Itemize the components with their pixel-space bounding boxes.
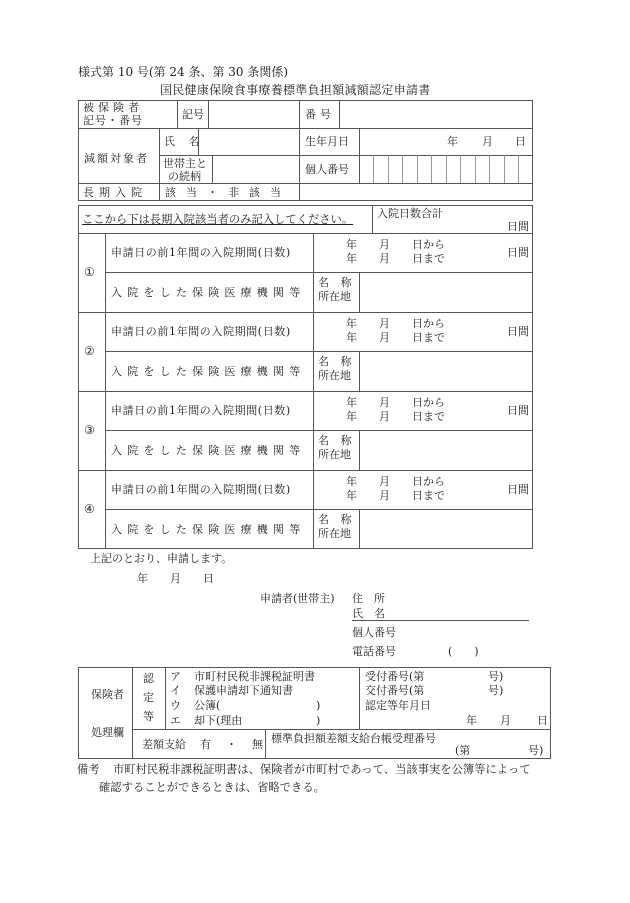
subject-label: 減額対象者 [84, 152, 149, 165]
long-stay-note: ここから下は長期入院該当者のみ記入してください。 [82, 213, 354, 226]
period-days-unit: 日間 [507, 325, 529, 338]
applicant-address-label: 住 所 [352, 592, 385, 605]
option-i-text[interactable]: 保護申請却下通知書 [194, 684, 293, 697]
relation-label: 世帯主と [163, 157, 207, 170]
number-field[interactable] [341, 102, 531, 126]
applicant-name-label: 氏 名 [352, 607, 385, 620]
cert-label-2: 定 [143, 691, 154, 704]
applicant-phone-parens: ( ) [448, 645, 479, 658]
period-to[interactable]: 年 月 日まで [346, 489, 445, 502]
processing-label: 処理欄 [91, 726, 124, 739]
relation-label-2: の続柄 [168, 170, 201, 183]
entry-col-divider [313, 470, 314, 549]
entry-number: ④ [84, 502, 95, 516]
entry-name-divider [359, 430, 360, 470]
period-days-unit: 日間 [507, 246, 529, 259]
relation-field[interactable] [214, 157, 297, 181]
receipt-no-go: 号) [488, 670, 504, 683]
long-stay-options[interactable]: 該当・非該当 [165, 186, 291, 199]
institution-field[interactable] [361, 353, 531, 389]
birth-label: 生年月日 [305, 135, 349, 148]
total-days-unit: 日間 [507, 220, 529, 233]
applicant-name-field[interactable] [400, 605, 528, 619]
option-e-mark: エ [170, 714, 181, 727]
ledger-label: 標準負担額差額支給台帳受理番号 [271, 732, 436, 745]
institution-field[interactable] [361, 511, 531, 547]
ledger-dai: (第 [455, 744, 471, 757]
entry-name-divider [359, 509, 360, 549]
cert-label-1: 認 [143, 672, 154, 685]
birth-day: 日 [515, 135, 526, 148]
applicant-name-underline [352, 620, 529, 621]
period-to[interactable]: 年 月 日まで [346, 331, 445, 344]
entry-number: ① [84, 265, 95, 279]
period-label: 申請日の前1年間の入院期間(日数) [111, 483, 291, 496]
issue-no-go: 号) [488, 684, 504, 697]
option-e-text[interactable]: 却下(理由 [194, 714, 243, 727]
total-days-label: 入院日数合計 [377, 207, 443, 220]
entry-split [105, 430, 533, 431]
institution-address-label: 所在地 [318, 448, 351, 461]
remarks-text-2: 確認することができるときは、省略できる。 [99, 781, 325, 794]
institution-address-label: 所在地 [318, 290, 351, 303]
birth-month: 月 [482, 135, 493, 148]
ledger-go: 号) [528, 744, 544, 757]
long-stay-label: 長期入院 [83, 186, 147, 199]
period-to[interactable]: 年 月 日まで [346, 410, 445, 423]
period-label: 申請日の前1年間の入院期間(日数) [111, 246, 291, 259]
option-a-mark: ア [170, 670, 181, 683]
entry-name-divider [359, 272, 360, 312]
cert-label-3: 等 [143, 710, 154, 723]
application-date[interactable]: 年 月 日 [137, 572, 214, 585]
diff-payment-options[interactable]: 有 ・ 無 [200, 738, 265, 751]
diff-payment-label: 差額支給 [142, 738, 186, 751]
my-number-label: 個人番号 [305, 163, 349, 176]
institution-label: 入院をした保険医療機関等 [111, 523, 306, 536]
period-label: 申請日の前1年間の入院期間(日数) [111, 325, 291, 338]
option-a-text[interactable]: 市町村民税非課税証明書 [194, 670, 315, 683]
cert-day: 日 [537, 714, 548, 727]
period-days-unit: 日間 [507, 483, 529, 496]
symbol-field[interactable] [210, 102, 297, 126]
remarks-label: 備考 [77, 763, 100, 776]
entry-divider [78, 391, 533, 392]
institution-field[interactable] [361, 274, 531, 310]
institution-address-label: 所在地 [318, 369, 351, 382]
entry-divider [78, 470, 533, 471]
number-label: 番号 [305, 108, 335, 121]
entry-name-divider [359, 351, 360, 391]
declaration-text: 上記のとおり、申請します。 [90, 552, 233, 565]
period-from[interactable]: 年 月 日から [346, 238, 445, 251]
cert-month: 月 [500, 714, 511, 727]
institution-address-label: 所在地 [318, 527, 351, 540]
applicant-phone-label: 電話番号 [352, 645, 396, 658]
insured-label: 被保険者 [83, 101, 143, 114]
cert-year: 年 [466, 714, 477, 727]
option-e-close: ) [316, 714, 321, 727]
option-i-mark: イ [170, 684, 181, 697]
option-u-mark: ウ [170, 699, 181, 712]
period-days-unit: 日間 [507, 404, 529, 417]
receipt-no-label: 受付番号(第 [365, 670, 425, 683]
period-from[interactable]: 年 月 日から [346, 475, 445, 488]
applicant-label: 申請者(世帯主) [260, 592, 335, 605]
entry-split [105, 509, 533, 510]
entry-col-divider [313, 391, 314, 470]
institution-name-label: 名 称 [318, 434, 356, 447]
applicant-my-number-label: 個人番号 [352, 626, 396, 639]
insurer-label: 保険者 [91, 688, 124, 701]
name-label: 氏 名 [164, 135, 205, 148]
entry-split [105, 272, 533, 273]
institution-name-label: 名 称 [318, 355, 356, 368]
institution-label: 入院をした保険医療機関等 [111, 365, 306, 378]
page-title: 国民健康保険食事療養標準負担額減額認定申請書 [160, 83, 431, 97]
period-to[interactable]: 年 月 日まで [346, 252, 445, 265]
option-u-close: ) [316, 699, 321, 712]
symbol-label: 記号 [182, 108, 204, 121]
entry-col-divider [313, 312, 314, 391]
entry-split [105, 351, 533, 352]
issue-no-label: 交付番号(第 [365, 684, 425, 697]
institution-name-label: 名 称 [318, 513, 356, 526]
institution-label: 入院をした保険医療機関等 [111, 444, 306, 457]
birth-year: 年 [447, 135, 458, 148]
remarks-text-1: 市町村民税非課税証明書は、保険者が市町村であって、当該事実を公簿等によって [113, 763, 531, 776]
entry-number: ② [84, 344, 95, 358]
entry-number: ③ [84, 423, 95, 437]
name-field[interactable] [200, 130, 297, 153]
entry-col-divider [313, 233, 314, 312]
institution-field[interactable] [361, 432, 531, 468]
institution-name-label: 名 称 [318, 276, 356, 289]
insured-label-2: 記号・番号 [83, 114, 143, 127]
period-from[interactable]: 年 月 日から [346, 317, 445, 330]
institution-label: 入院をした保険医療機関等 [111, 286, 306, 299]
entry-divider [78, 312, 533, 313]
form-number: 様式第 10 号(第 24 条、第 30 条関係) [78, 65, 289, 79]
cert-date-label: 認定等年月日 [365, 699, 431, 712]
option-u-text[interactable]: 公簿( [194, 699, 221, 712]
period-from[interactable]: 年 月 日から [346, 396, 445, 409]
period-label: 申請日の前1年間の入院期間(日数) [111, 404, 291, 417]
